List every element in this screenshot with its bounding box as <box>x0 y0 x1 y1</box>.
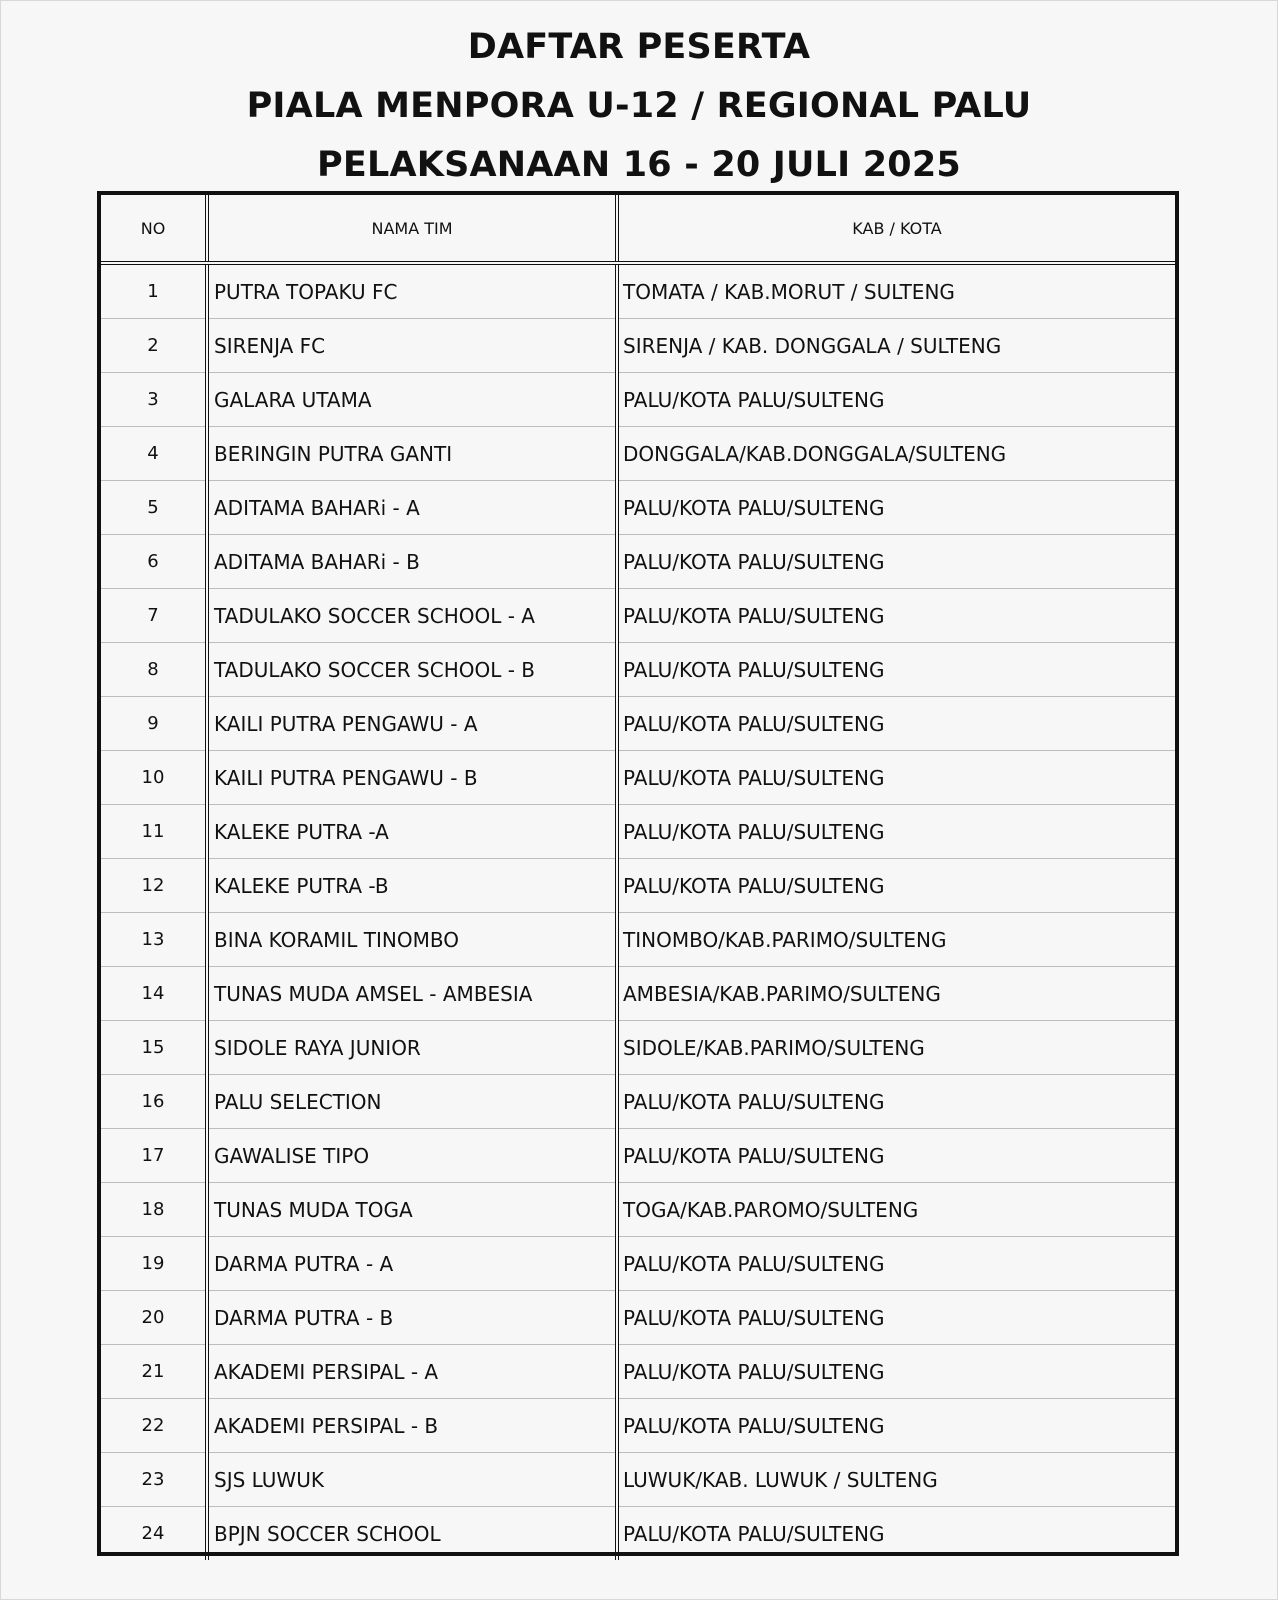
team-name: TADULAKO SOCCER SCHOOL - A <box>207 589 617 643</box>
team-region: TOMATA / KAB.MORUT / SULTENG <box>617 263 1175 319</box>
table-header <box>101 195 1175 263</box>
team-region: PALU/KOTA PALU/SULTENG <box>617 1129 1175 1183</box>
row-number: 4 <box>101 427 207 481</box>
team-name: KAILI PUTRA PENGAWU - B <box>207 751 617 805</box>
team-name: BERINGIN PUTRA GANTI <box>207 427 617 481</box>
row-number: 2 <box>101 319 207 373</box>
row-number: 22 <box>101 1399 207 1453</box>
table-row <box>101 427 1175 481</box>
row-number: 6 <box>101 535 207 589</box>
table-row <box>101 1129 1175 1183</box>
table-row <box>101 589 1175 643</box>
team-name: ADITAMA BAHARi - B <box>207 535 617 589</box>
table-header-row <box>101 195 1175 263</box>
row-number: 19 <box>101 1237 207 1291</box>
table-row <box>101 481 1175 535</box>
team-region: PALU/KOTA PALU/SULTENG <box>617 643 1175 697</box>
row-number: 18 <box>101 1183 207 1237</box>
table-row <box>101 859 1175 913</box>
table-row <box>101 1291 1175 1345</box>
team-name: PUTRA TOPAKU FC <box>207 263 617 319</box>
team-name: PALU SELECTION <box>207 1075 617 1129</box>
team-region: PALU/KOTA PALU/SULTENG <box>617 1075 1175 1129</box>
team-name: SIDOLE RAYA JUNIOR <box>207 1021 617 1075</box>
row-number: 5 <box>101 481 207 535</box>
team-region: PALU/KOTA PALU/SULTENG <box>617 1237 1175 1291</box>
team-region: PALU/KOTA PALU/SULTENG <box>617 697 1175 751</box>
team-region: PALU/KOTA PALU/SULTENG <box>617 751 1175 805</box>
team-name: BINA KORAMIL TINOMBO <box>207 913 617 967</box>
table-row <box>101 1183 1175 1237</box>
column-header-team: NAMA TIM <box>207 195 617 263</box>
team-name: TUNAS MUDA AMSEL - AMBESIA <box>207 967 617 1021</box>
team-name: BPJN SOCCER SCHOOL <box>207 1507 617 1561</box>
team-name: GAWALISE TIPO <box>207 1129 617 1183</box>
team-region: PALU/KOTA PALU/SULTENG <box>617 535 1175 589</box>
team-region: PALU/KOTA PALU/SULTENG <box>617 1291 1175 1345</box>
row-number: 9 <box>101 697 207 751</box>
table-row <box>101 697 1175 751</box>
team-region: SIDOLE/KAB.PARIMO/SULTENG <box>617 1021 1175 1075</box>
table-body <box>101 263 1175 1560</box>
table-row <box>101 1075 1175 1129</box>
table-row <box>101 805 1175 859</box>
table-row <box>101 319 1175 373</box>
event-dates: PELAKSANAAN 16 - 20 JULI 2025 <box>317 145 961 185</box>
team-region: PALU/KOTA PALU/SULTENG <box>617 1399 1175 1453</box>
team-name: DARMA PUTRA - B <box>207 1291 617 1345</box>
team-name: TADULAKO SOCCER SCHOOL - B <box>207 643 617 697</box>
team-region: SIRENJA / KAB. DONGGALA / SULTENG <box>617 319 1175 373</box>
team-name: AKADEMI PERSIPAL - B <box>207 1399 617 1453</box>
page-title: DAFTAR PESERTA <box>467 27 811 67</box>
team-name: TUNAS MUDA TOGA <box>207 1183 617 1237</box>
table-row <box>101 1021 1175 1075</box>
row-number: 17 <box>101 1129 207 1183</box>
participants-table <box>97 191 1179 1556</box>
table-row <box>101 373 1175 427</box>
table-row <box>101 1453 1175 1507</box>
team-region: TOGA/KAB.PAROMO/SULTENG <box>617 1183 1175 1237</box>
team-name: GALARA UTAMA <box>207 373 617 427</box>
row-number: 14 <box>101 967 207 1021</box>
team-name: KALEKE PUTRA -A <box>207 805 617 859</box>
team-name: AKADEMI PERSIPAL - A <box>207 1345 617 1399</box>
table-row <box>101 913 1175 967</box>
team-name: SIRENJA FC <box>207 319 617 373</box>
row-number: 12 <box>101 859 207 913</box>
team-name: KAILI PUTRA PENGAWU - A <box>207 697 617 751</box>
row-number: 16 <box>101 1075 207 1129</box>
table-row <box>101 643 1175 697</box>
column-header-kab: KAB / KOTA <box>617 195 1175 263</box>
team-region: PALU/KOTA PALU/SULTENG <box>617 859 1175 913</box>
team-region: AMBESIA/KAB.PARIMO/SULTENG <box>617 967 1175 1021</box>
team-name: KALEKE PUTRA -B <box>207 859 617 913</box>
row-number: 20 <box>101 1291 207 1345</box>
table-row <box>101 751 1175 805</box>
table-row <box>101 263 1175 319</box>
table-row <box>101 1507 1175 1561</box>
document-header <box>0 18 1278 195</box>
row-number: 21 <box>101 1345 207 1399</box>
team-region: PALU/KOTA PALU/SULTENG <box>617 1345 1175 1399</box>
team-region: PALU/KOTA PALU/SULTENG <box>617 373 1175 427</box>
team-region: DONGGALA/KAB.DONGGALA/SULTENG <box>617 427 1175 481</box>
participants-table-grid <box>101 195 1175 1560</box>
team-region: PALU/KOTA PALU/SULTENG <box>617 589 1175 643</box>
row-number: 15 <box>101 1021 207 1075</box>
team-region: TINOMBO/KAB.PARIMO/SULTENG <box>617 913 1175 967</box>
team-region: LUWUK/KAB. LUWUK / SULTENG <box>617 1453 1175 1507</box>
row-number: 1 <box>101 263 207 319</box>
row-number: 10 <box>101 751 207 805</box>
team-region: PALU/KOTA PALU/SULTENG <box>617 805 1175 859</box>
event-name: PIALA MENPORA U-12 / REGIONAL PALU <box>246 86 1032 126</box>
row-number: 7 <box>101 589 207 643</box>
team-region: PALU/KOTA PALU/SULTENG <box>617 1507 1175 1561</box>
row-number: 24 <box>141 1523 165 1544</box>
row-number: 3 <box>101 373 207 427</box>
row-number: 23 <box>101 1453 207 1507</box>
table-row <box>101 1399 1175 1453</box>
row-number: 11 <box>101 805 207 859</box>
team-name: DARMA PUTRA - A <box>207 1237 617 1291</box>
team-region: PALU/KOTA PALU/SULTENG <box>617 481 1175 535</box>
column-header-no: NO <box>101 195 207 263</box>
table-row <box>101 967 1175 1021</box>
row-number: 8 <box>101 643 207 697</box>
team-name: ADITAMA BAHARi - A <box>207 481 617 535</box>
team-name: SJS LUWUK <box>207 1453 617 1507</box>
table-row <box>101 1237 1175 1291</box>
table-row <box>101 1345 1175 1399</box>
table-row <box>101 535 1175 589</box>
row-number: 13 <box>101 913 207 967</box>
